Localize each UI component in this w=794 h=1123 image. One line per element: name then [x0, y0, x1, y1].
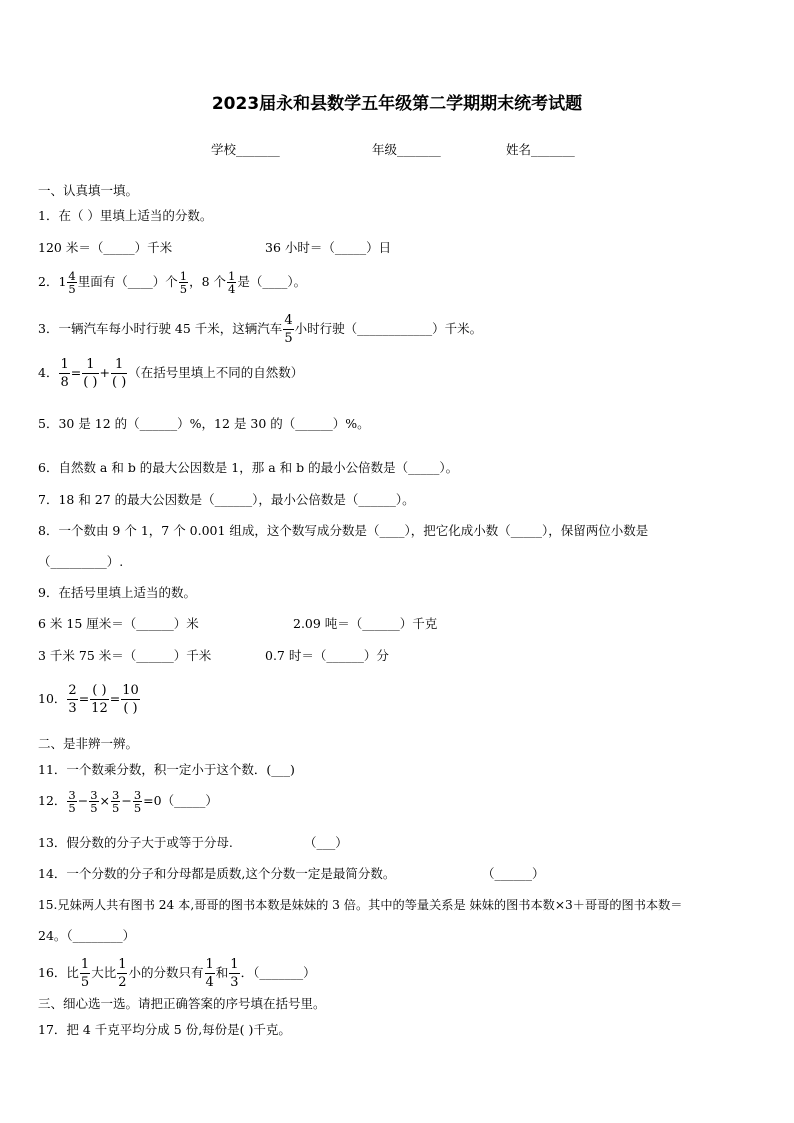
equals-sign: = [78, 691, 90, 706]
name-field: 姓名_______ [506, 142, 575, 157]
denominator-blank: ( ) [123, 701, 138, 716]
denominator-blank: ( ) [111, 375, 127, 390]
section-1-heading: 一、认真填一填。 [38, 183, 139, 198]
question-10-prefix: 10． [38, 691, 67, 706]
equals-sign: = [70, 365, 82, 380]
page-title: 2023届永和县数学五年级第二学期期末统考试题 [211, 94, 583, 114]
fraction [67, 789, 76, 814]
numerator-blank: ( ) [90, 682, 109, 700]
question-12-end: =0（_____） [143, 793, 218, 808]
denominator: 5 [112, 801, 120, 815]
denominator: 5 [179, 282, 188, 296]
numerator: 1 [228, 269, 236, 283]
numerator: 3 [133, 788, 142, 802]
numerator: 10 [122, 683, 139, 698]
question-6: 6．自然数 a 和 b 的最大公因数是 1，那 a 和 b 的最小公倍数是（_____）。 [38, 460, 459, 475]
question-9a: 6 米 15 厘米＝（______）米 [38, 616, 199, 631]
question-14-answer: （______） [482, 866, 545, 881]
question-16-text: 大比 [91, 965, 117, 980]
question-9d: 0.7 时＝（______）分 [265, 648, 389, 663]
numerator: 3 [112, 788, 120, 802]
denominator: 3 [230, 975, 239, 990]
denominator-blank: ( ) [83, 375, 98, 390]
numerator: 1 [82, 356, 98, 374]
fraction [89, 789, 98, 814]
fraction [227, 270, 236, 295]
grade-field: 年级_______ [372, 142, 441, 157]
fraction [82, 356, 98, 391]
section-2-heading: 二、是非辨一辨。 [38, 736, 139, 751]
question-1b: 36 小时＝（_____）日 [265, 240, 392, 255]
denominator: 4 [228, 282, 236, 296]
denominator: 8 [60, 375, 69, 390]
question-9: 9．在括号里填上适当的数。 [38, 585, 196, 600]
question-17: 17．把 4 千克平均分成 5 份,每份是( )千克。 [38, 1022, 291, 1037]
question-15-continued: 24。（________） [38, 928, 136, 943]
fraction [67, 682, 77, 717]
question-3-text: 3．一辆汽车每小时行驶 45 千米，这辆汽车 [38, 321, 283, 336]
question-3 [38, 312, 482, 347]
numerator: 4 [284, 313, 293, 328]
minus-sign: − [77, 793, 89, 808]
denominator: 4 [205, 975, 214, 990]
question-2-text: 里面有（____）个 [77, 274, 178, 289]
denominator: 5 [284, 331, 293, 346]
question-4-prefix: 4． [38, 365, 59, 380]
numerator: 1 [111, 356, 127, 374]
numerator: 1 [230, 957, 239, 972]
denominator: 5 [90, 801, 98, 815]
fraction [229, 956, 239, 991]
fraction [111, 356, 127, 391]
fraction [80, 956, 90, 991]
question-12-prefix: 12． [38, 793, 67, 808]
section-3-heading: 三、细心选一选。请把正确答案的序号填在括号里。 [38, 996, 326, 1011]
question-16-text: 16．比 [38, 965, 79, 980]
plus-sign: + [99, 365, 110, 380]
question-4 [38, 356, 303, 391]
numerator: 3 [90, 788, 98, 802]
fraction [121, 682, 140, 717]
times-sign: × [99, 793, 111, 808]
numerator: 1 [118, 957, 127, 972]
fraction [59, 356, 69, 391]
question-1: 1．在（ ）里填上适当的分数。 [38, 208, 213, 223]
fraction [205, 956, 215, 991]
question-16 [38, 956, 316, 991]
question-13-answer: （___） [304, 835, 348, 850]
school-field: 学校_______ [211, 142, 280, 157]
question-2-text: 是（____）。 [237, 274, 307, 289]
question-2-text: ，8 个 [189, 274, 227, 289]
question-13: 13．假分数的分子大于或等于分母. [38, 835, 233, 850]
question-12 [38, 789, 218, 814]
fraction [117, 956, 127, 991]
numerator: 1 [80, 957, 90, 972]
denominator: 5 [80, 975, 90, 990]
question-11: 11．一个数乘分数，积一定小于这个数．(___) [38, 762, 295, 777]
question-14: 14．一个分数的分子和分母都是质数,这个分数一定是最简分数。 [38, 866, 396, 881]
question-4-note: （在括号里填上不同的自然数） [128, 365, 304, 380]
denominator: 5 [133, 801, 142, 815]
fraction [67, 270, 76, 295]
question-16-text: 和 [215, 965, 229, 980]
question-8-continued: （_________）. [38, 554, 124, 569]
question-16-text: 小的分数只有 [128, 965, 204, 980]
numerator: 1 [205, 957, 214, 972]
question-5: 5．30 是 12 的（______）%，12 是 30 的（______）%。 [38, 416, 370, 431]
question-2 [38, 270, 306, 295]
fraction [133, 789, 142, 814]
question-8: 8．一个数由 9 个 1，7 个 0.001 组成，这个数写成分数是（____），把它化成小数（_____），保留两位小数是 [38, 523, 649, 538]
question-9c: 3 千米 75 米＝（______）千米 [38, 648, 212, 663]
question-9b: 2.09 吨＝（______）千克 [293, 616, 438, 631]
question-3-text: 小时行驶（____________）千米。 [294, 321, 483, 336]
fraction [90, 682, 109, 717]
denominator: 5 [68, 282, 76, 296]
fraction [179, 270, 188, 295]
numerator: 1 [60, 357, 69, 372]
question-2-prefix: 2．1 [38, 274, 67, 289]
numerator: 4 [68, 269, 76, 283]
question-1a: 120 米＝（_____）千米 [38, 240, 173, 255]
numerator: 1 [179, 269, 188, 283]
equals-sign: = [109, 691, 121, 706]
fraction [283, 312, 293, 347]
denominator: 12 [91, 701, 108, 716]
denominator: 5 [68, 801, 76, 815]
numerator: 3 [68, 788, 76, 802]
question-15: 15.兄妹两人共有图书 24 本,哥哥的图书本数是妹妹的 3 倍。其中的等量关系是 妹妹的图书本数×3＋哥哥的图书本数＝ [38, 898, 683, 912]
question-7: 7．18 和 27 的最大公因数是（______），最小公倍数是（______）。 [38, 492, 415, 507]
denominator: 3 [68, 701, 77, 716]
denominator: 2 [118, 975, 127, 990]
question-16-end: ．（_______） [240, 965, 316, 980]
numerator: 2 [68, 683, 77, 698]
question-10 [38, 682, 141, 717]
minus-sign: − [121, 793, 132, 808]
fraction [111, 789, 120, 814]
